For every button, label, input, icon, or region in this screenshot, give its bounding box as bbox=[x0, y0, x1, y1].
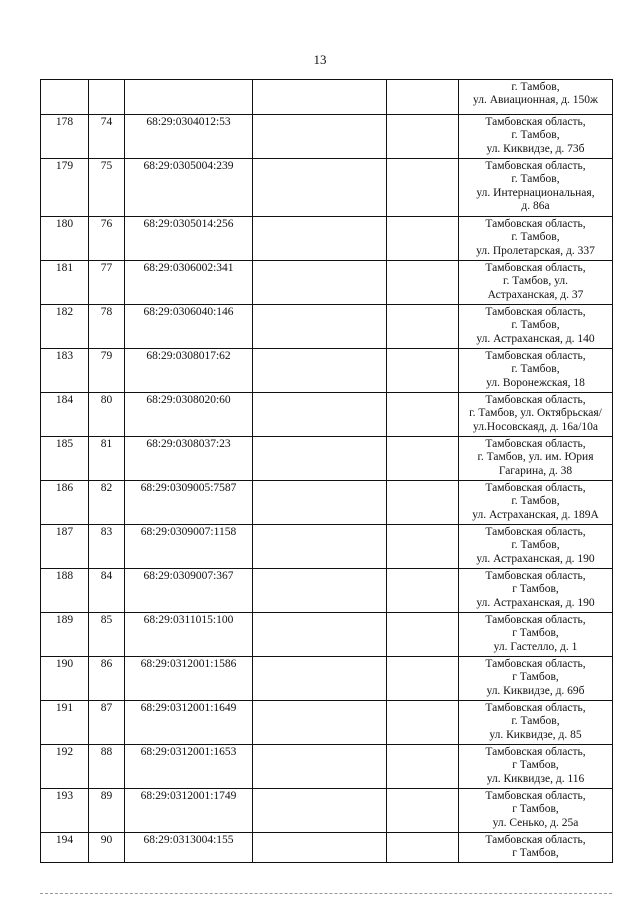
sub-number-cell: 89 bbox=[89, 789, 125, 833]
empty-cell bbox=[387, 569, 459, 613]
empty-cell bbox=[253, 437, 387, 481]
address-line: г. Тамбов, bbox=[511, 715, 560, 728]
address-line: ул. Киквидзе, д. 116 bbox=[486, 772, 585, 785]
address-line: г. Тамбов, bbox=[511, 81, 560, 93]
address-line: Тамбовская область, bbox=[485, 160, 586, 172]
address-line: г. Тамбов, bbox=[511, 129, 560, 142]
address-line: Тамбовская область, bbox=[485, 526, 586, 538]
address-cell bbox=[459, 525, 613, 569]
empty-cell bbox=[253, 305, 387, 349]
table-row bbox=[41, 745, 613, 789]
row-number-cell bbox=[41, 80, 89, 115]
empty-cell bbox=[253, 701, 387, 745]
address-line: г Тамбов, bbox=[512, 847, 559, 860]
address-line: ул. Сенько, д. 25а bbox=[492, 816, 579, 829]
sub-number-cell: 84 bbox=[89, 569, 125, 613]
table-row bbox=[41, 833, 613, 863]
empty-cell bbox=[387, 657, 459, 701]
address-line: Тамбовская область, bbox=[485, 306, 586, 318]
empty-cell bbox=[387, 217, 459, 261]
address-cell bbox=[459, 159, 613, 217]
sub-number-cell: 90 bbox=[89, 833, 125, 863]
address-line: ул. Киквидзе, д. 69б bbox=[486, 684, 585, 697]
empty-cell bbox=[387, 701, 459, 745]
table-row bbox=[41, 305, 613, 349]
row-number-cell: 187 bbox=[41, 525, 89, 569]
cadastral-number-cell: 68:29:0312001:1586 bbox=[125, 657, 253, 701]
address-cell bbox=[459, 613, 613, 657]
address-cell bbox=[459, 789, 613, 833]
row-number-cell: 180 bbox=[41, 217, 89, 261]
cadastral-number-cell: 68:29:0308037:23 bbox=[125, 437, 253, 481]
address-cell bbox=[459, 701, 613, 745]
cadastral-number-cell: 68:29:0309007:367 bbox=[125, 569, 253, 613]
cadastral-number-cell: 68:29:0304012:53 bbox=[125, 115, 253, 159]
empty-cell bbox=[387, 481, 459, 525]
table-row bbox=[41, 261, 613, 305]
address-cell bbox=[459, 261, 613, 305]
row-number-cell: 182 bbox=[41, 305, 89, 349]
address-cell bbox=[459, 481, 613, 525]
empty-cell bbox=[387, 393, 459, 437]
sub-number-cell: 85 bbox=[89, 613, 125, 657]
address-line: Астраханская, д. 37 bbox=[487, 288, 584, 301]
address-line: Тамбовская область, bbox=[485, 702, 586, 714]
address-line: г. Тамбов, ул. bbox=[503, 275, 568, 288]
cadastral-number-cell: 68:29:0311015:100 bbox=[125, 613, 253, 657]
table-row bbox=[41, 789, 613, 833]
table-row bbox=[41, 115, 613, 159]
cadastral-number-cell: 68:29:0306002:341 bbox=[125, 261, 253, 305]
table-row bbox=[41, 159, 613, 217]
empty-cell bbox=[253, 613, 387, 657]
address-line: Тамбовская область, bbox=[485, 482, 586, 494]
row-number-cell: 181 bbox=[41, 261, 89, 305]
address-line: ул. Гастелло, д. 1 bbox=[493, 640, 578, 653]
row-number-cell: 183 bbox=[41, 349, 89, 393]
empty-cell bbox=[253, 789, 387, 833]
table-row bbox=[41, 569, 613, 613]
empty-cell bbox=[387, 80, 459, 115]
address-line: Тамбовская область, bbox=[485, 570, 586, 582]
sub-number-cell: 83 bbox=[89, 525, 125, 569]
registry-table bbox=[40, 79, 613, 863]
address-line: Тамбовская область, bbox=[485, 746, 586, 758]
address-cell bbox=[459, 437, 613, 481]
empty-cell bbox=[387, 833, 459, 863]
page-number: 13 bbox=[313, 52, 327, 67]
cadastral-number-cell: 68:29:0312001:1649 bbox=[125, 701, 253, 745]
cadastral-number-cell: 68:29:0309007:1158 bbox=[125, 525, 253, 569]
address-line: г Тамбов, bbox=[512, 627, 559, 640]
empty-cell bbox=[253, 393, 387, 437]
address-line: Гагарина, д. 38 bbox=[498, 464, 573, 477]
sub-number-cell: 77 bbox=[89, 261, 125, 305]
sub-number-cell: 74 bbox=[89, 115, 125, 159]
row-number-cell: 185 bbox=[41, 437, 89, 481]
table-row bbox=[41, 525, 613, 569]
address-line: ул. Астраханская, д. 190 bbox=[476, 596, 595, 609]
address-line: Тамбовская область, bbox=[485, 262, 586, 274]
address-line: Тамбовская область, bbox=[485, 790, 586, 802]
address-line: г Тамбов, bbox=[512, 803, 559, 816]
address-line: г Тамбов, bbox=[512, 671, 559, 684]
address-line: г. Тамбов, ул. Октябрьская/ bbox=[469, 407, 602, 420]
row-number-cell: 194 bbox=[41, 833, 89, 863]
empty-cell bbox=[387, 745, 459, 789]
empty-cell bbox=[253, 349, 387, 393]
address-line: ул. Авиационная, д. 150ж bbox=[472, 94, 599, 107]
address-line: ул. Воронежская, 18 bbox=[486, 376, 585, 389]
address-line: ул. Пролетарская, д. 337 bbox=[476, 244, 595, 257]
address-line: Тамбовская область, bbox=[485, 614, 586, 626]
empty-cell bbox=[253, 80, 387, 115]
empty-cell bbox=[253, 115, 387, 159]
table-row bbox=[41, 437, 613, 481]
address-cell bbox=[459, 745, 613, 789]
address-line: г. Тамбов, bbox=[511, 173, 560, 186]
sub-number-cell: 86 bbox=[89, 657, 125, 701]
cadastral-number-cell: 68:29:0312001:1749 bbox=[125, 789, 253, 833]
page-footer-divider bbox=[40, 893, 612, 895]
address-line: г. Тамбов, ул. им. Юрия bbox=[477, 451, 594, 464]
address-line: г Тамбов, bbox=[512, 759, 559, 772]
address-line: г. Тамбов, bbox=[511, 231, 560, 244]
row-number-cell: 189 bbox=[41, 613, 89, 657]
empty-cell bbox=[253, 481, 387, 525]
table-row bbox=[41, 613, 613, 657]
address-line: ул. Астраханская, д. 140 bbox=[476, 332, 595, 345]
empty-cell bbox=[253, 217, 387, 261]
empty-cell bbox=[253, 261, 387, 305]
sub-number-cell: 78 bbox=[89, 305, 125, 349]
sub-number-cell bbox=[89, 80, 125, 115]
address-line: Тамбовская область, bbox=[485, 658, 586, 670]
address-line: ул.Носовскаяд, д. 16а/10а bbox=[473, 420, 598, 433]
row-number-cell: 188 bbox=[41, 569, 89, 613]
address-cell bbox=[459, 569, 613, 613]
sub-number-cell: 87 bbox=[89, 701, 125, 745]
cadastral-number-cell: 68:29:0305004:239 bbox=[125, 159, 253, 217]
empty-cell bbox=[253, 745, 387, 789]
table-row bbox=[41, 481, 613, 525]
cadastral-number-cell bbox=[125, 80, 253, 115]
empty-cell bbox=[387, 159, 459, 217]
empty-cell bbox=[387, 437, 459, 481]
sub-number-cell: 76 bbox=[89, 217, 125, 261]
empty-cell bbox=[253, 569, 387, 613]
row-number-cell: 193 bbox=[41, 789, 89, 833]
sub-number-cell: 81 bbox=[89, 437, 125, 481]
table-row bbox=[41, 701, 613, 745]
address-line: г. Тамбов, bbox=[511, 495, 560, 508]
empty-cell bbox=[253, 159, 387, 217]
address-line: ул. Астраханская, д. 190 bbox=[476, 552, 595, 565]
sub-number-cell: 79 bbox=[89, 349, 125, 393]
address-line: г. Тамбов, bbox=[511, 363, 560, 376]
cadastral-number-cell: 68:29:0308017:62 bbox=[125, 349, 253, 393]
empty-cell bbox=[387, 115, 459, 159]
address-cell bbox=[459, 115, 613, 159]
table-row bbox=[41, 80, 613, 115]
sub-number-cell: 82 bbox=[89, 481, 125, 525]
address-cell bbox=[459, 217, 613, 261]
address-line: Тамбовская область, bbox=[485, 438, 586, 450]
address-line: г. Тамбов, bbox=[511, 539, 560, 552]
address-line: г. Тамбов, bbox=[511, 319, 560, 332]
table-row bbox=[41, 393, 613, 437]
address-line: д. 86а bbox=[521, 200, 550, 213]
empty-cell bbox=[387, 525, 459, 569]
address-line: ул. Интернациональная, bbox=[476, 186, 595, 199]
empty-cell bbox=[387, 305, 459, 349]
sub-number-cell: 75 bbox=[89, 159, 125, 217]
address-cell bbox=[459, 305, 613, 349]
address-line: г Тамбов, bbox=[512, 583, 559, 596]
cadastral-number-cell: 68:29:0305014:256 bbox=[125, 217, 253, 261]
address-line: ул. Киквидзе, д. 73б bbox=[486, 142, 585, 155]
cadastral-number-cell: 68:29:0312001:1653 bbox=[125, 745, 253, 789]
address-line: Тамбовская область, bbox=[485, 834, 586, 846]
table-row bbox=[41, 217, 613, 261]
empty-cell bbox=[253, 657, 387, 701]
table-row bbox=[41, 349, 613, 393]
table-body bbox=[41, 80, 613, 863]
row-number-cell: 179 bbox=[41, 159, 89, 217]
empty-cell bbox=[387, 261, 459, 305]
cadastral-number-cell: 68:29:0306040:146 bbox=[125, 305, 253, 349]
row-number-cell: 191 bbox=[41, 701, 89, 745]
address-line: Тамбовская область, bbox=[485, 116, 586, 128]
address-cell bbox=[459, 657, 613, 701]
sub-number-cell: 80 bbox=[89, 393, 125, 437]
table-row bbox=[41, 657, 613, 701]
address-cell bbox=[459, 393, 613, 437]
address-cell bbox=[459, 833, 613, 863]
cadastral-number-cell: 68:29:0313004:155 bbox=[125, 833, 253, 863]
row-number-cell: 192 bbox=[41, 745, 89, 789]
row-number-cell: 184 bbox=[41, 393, 89, 437]
empty-cell bbox=[253, 833, 387, 863]
address-line: Тамбовская область, bbox=[485, 218, 586, 230]
address-cell bbox=[459, 80, 613, 115]
empty-cell bbox=[387, 613, 459, 657]
empty-cell bbox=[387, 349, 459, 393]
address-cell bbox=[459, 349, 613, 393]
row-number-cell: 190 bbox=[41, 657, 89, 701]
address-line: Тамбовская область, bbox=[485, 394, 586, 406]
address-line: Тамбовская область, bbox=[485, 350, 586, 362]
cadastral-number-cell: 68:29:0309005:7587 bbox=[125, 481, 253, 525]
empty-cell bbox=[253, 525, 387, 569]
address-line: ул. Астраханская, д. 189А bbox=[472, 508, 599, 521]
row-number-cell: 178 bbox=[41, 115, 89, 159]
empty-cell bbox=[387, 789, 459, 833]
address-line: ул. Киквидзе, д. 85 bbox=[489, 728, 582, 741]
cadastral-number-cell: 68:29:0308020:60 bbox=[125, 393, 253, 437]
sub-number-cell: 88 bbox=[89, 745, 125, 789]
row-number-cell: 186 bbox=[41, 481, 89, 525]
